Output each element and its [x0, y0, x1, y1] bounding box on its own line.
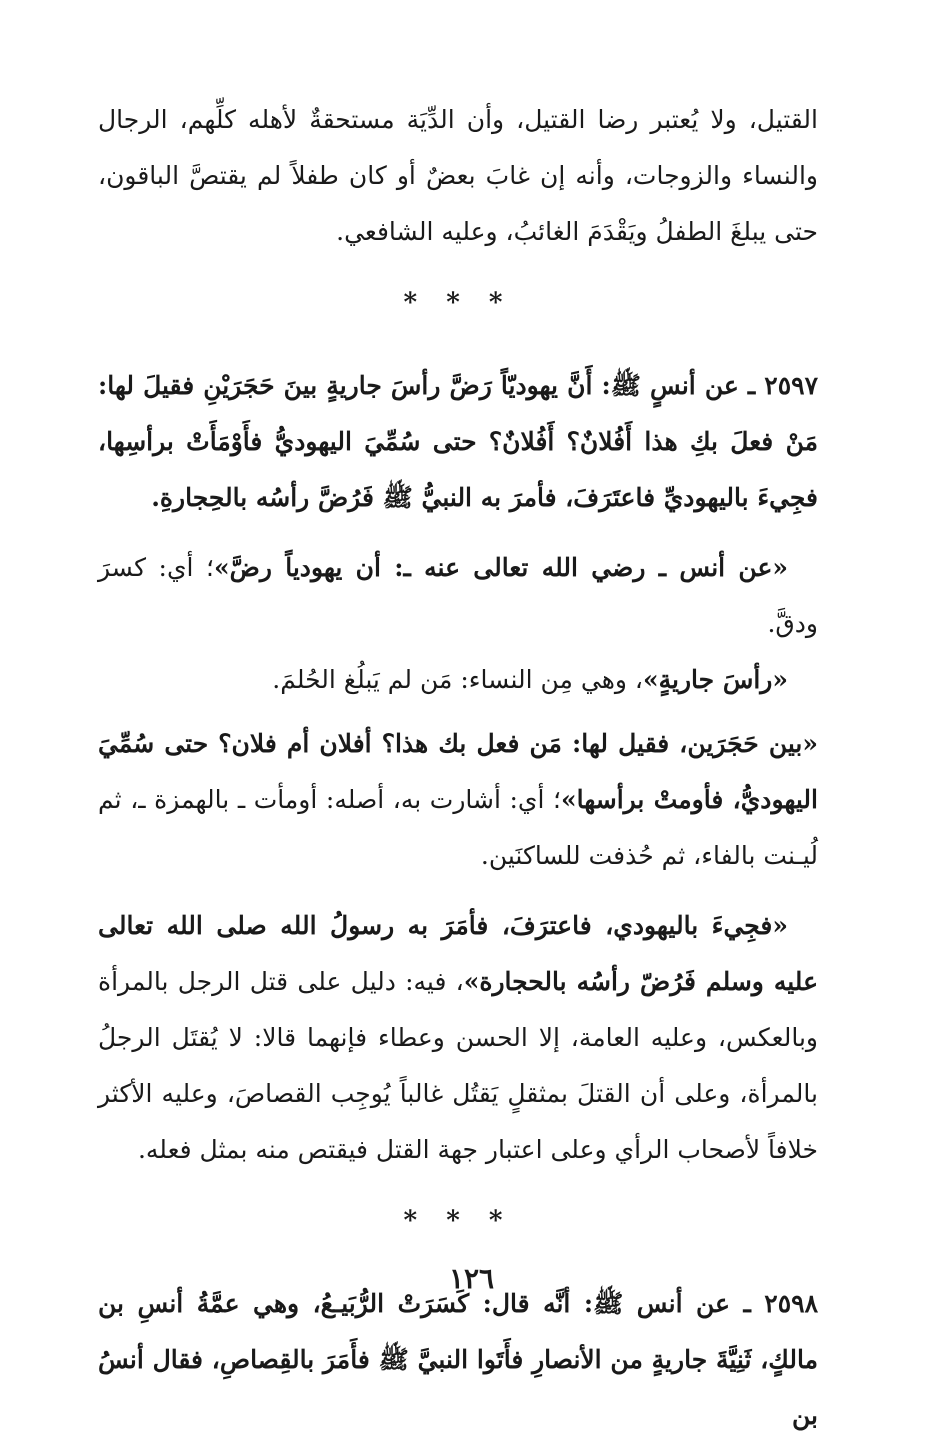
- hadith-2597-text: ٢٥٩٧ ـ عن أنسٍ ﷺ: أَنَّ يهوديّاً رَضَّ رأسَ جاريةٍ بينَ حَجَرَيْنِ فقيلَ لها: مَنْ فعلَ بكِ هذا أَفُلانٌ؟ أَفُلانٌ؟ حتى سُمِّيَ اليهوديُّ فأَوْمَأَتْ برأسِها، فجِيءَ باليهوديِّ فاعتَرَفَ، فأمرَ به النبيُّ ﷺ فَرُضَّ رأسُه بالحِجارةِ.: [98, 371, 818, 512]
- commentary-2-text: ، وهي مِن النساء: مَن لم يَبلُغ الحُلمَ.: [272, 665, 643, 694]
- commentary-4: [98, 898, 818, 1178]
- commentary-1-quote: «عن أنس ـ رضي الله تعالى عنه ـ: أن يهودياً رضَّ»: [214, 553, 788, 582]
- previous-commentary-continuation: [98, 92, 818, 260]
- commentary-2-quote: «رأسَ جاريةٍ»: [643, 665, 788, 694]
- commentary-1: [98, 540, 818, 652]
- hadith-2597: [98, 358, 818, 526]
- commentary-1-text: ؛ أي: كسرَ ودقَّ.: [98, 553, 818, 638]
- continuation-line-2: والزوجات، وأنه إن غابَ بعضٌ أو كان طفلاً لم يقتصَّ الباقون، حتى يبلغَ الطفلُ: [98, 161, 818, 246]
- hadith-2598-text: ٢٥٩٨ ـ عن أنس ﷺ: أنَّه قال: كَسَرَتْ الرُّبَيـعُ، وهي عمَّةُ أنسِ بن مالكٍ، ثَنِيَّةَ جاريةٍ من الأنصارِ فأَتَوا النبيَّ ﷺ فأَمَرَ بالقِصاصِ، فقال أنسُ بن: [98, 1289, 818, 1430]
- hadith-2598: [98, 1276, 818, 1444]
- commentary-4-text: ، فيه: دليل على قتل الرجل بالمرأة وبالعكس، وعليه العامة، إلا الحسن وعطاء فإنهما قالا: لا يُقتَل الرجلُ بالمرأة، وعلى أن القتلَ بمثقلٍ يَقتُل غالباً يُوجِب القصاصَ، وعليه الأكثر خلافاً لأصحاب الرأي وعلى اعتبار جهة القتل فيقتص منه بمثل فعله.: [98, 967, 818, 1164]
- continuation-line-1: القتيل، ولا يُعتبر رضا القتيل، وأن الدِّيَة مستحقةٌ لأهله كلِّهم، الرجال والنساء: [98, 105, 818, 190]
- page-body: [98, 92, 818, 1444]
- commentary-3-text: ؛ أي: أشارت به، أصله: أومأت ـ بالهمزة ـ، ثم لُيـنت بالفاء، ثم حُذفت للساكنَين.: [98, 785, 818, 870]
- commentary-3: [98, 716, 818, 884]
- commentary-2: [98, 652, 818, 708]
- section-separator-2: * * *: [403, 1206, 513, 1236]
- page-number: ١٢٦: [448, 1262, 495, 1295]
- commentary-3-quote: «بين حَجَرَين، فقيل لها: مَن فعل بك هذا؟ أفلان أم فلان؟ حتى سُمِّيَ اليهوديُّ، فأومتْ برأسها»: [98, 729, 818, 814]
- continuation-line-3: ويَقْدَمَ الغائبُ، وعليه الشافعي.: [336, 217, 648, 246]
- commentary-4-quote: «فجِيءَ باليهودي، فاعترَفَ، فأمَرَ به رسولُ الله صلى الله تعالى عليه وسلم فَرُضّ رأسُه بالحجارة»: [98, 911, 819, 996]
- section-separator: * * *: [403, 288, 513, 318]
